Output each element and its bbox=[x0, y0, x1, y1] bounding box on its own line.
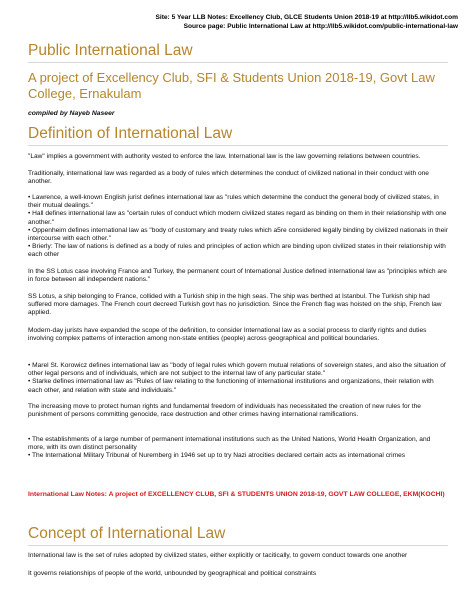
list-item: • Hall defines international law as "certain rules of conduct which modern civilized states regard as binding on them in their relationship with one another." bbox=[28, 210, 447, 226]
lotus-case-paragraph: SS Lotus, a ship belonging to France, collided with a Turkish ship in the high seas. The ship was berthed at Istanbul. The Turkish ship had suffered more damages. The French court decreed Turkish govt has no jurisdiction. Since the French flag was hoisted on the ship, French law applied. bbox=[28, 293, 442, 317]
concept-paragraph-2: It governs relationships of people of the world, unbounded by geographical and political constraints bbox=[28, 570, 317, 577]
compiled-by: compiled by Nayeb Naseer bbox=[28, 110, 115, 117]
list-item: • Lawrence, a well-known English jurist defines international law as "rules which determine the conduct the general body of civilized states, in their mutual dealings." bbox=[28, 194, 439, 210]
section-divider bbox=[28, 545, 448, 546]
definition-paragraph-2: Traditionally, international law was regarded as a body of rules which determines the conduct of civilized national in their conduct with one another. bbox=[28, 170, 429, 186]
human-rights-paragraph: The increasing move to protect human rights and fundamental freedom of individuals has necessitated the creation of new rules for the punishment of persons committing genocide, race destruction and other crimes having international ramifications. bbox=[28, 403, 421, 419]
list-item: • Starke defines international law as "Rules of law relating to the functioning of international institutions and organizations, their relation with each other, and relation with state and individuals." bbox=[28, 378, 434, 394]
list-item: • The establishments of a large number of permanent international institutions such as the United Nations, World Health Organization, and more, with its own distinct personality bbox=[28, 436, 431, 452]
list-item: • The International Military Tribunal of Nuremberg in 1946 set up to try Nazi atrocities declared certain acts as international crimes bbox=[28, 452, 406, 460]
source-line: Source page: Public International Law at http://llb5.wikidot.com/public-international-law bbox=[183, 22, 458, 30]
notes-link[interactable]: International Law Notes: A project of EXCELLENCY CLUB, SFI & STUDENTS UNION 2018-19, GOVT LAW COLLEGE, EKM(KOCHI) bbox=[28, 491, 445, 498]
concept-paragraph-1: International law is the set of rules adopted by civilized states, either explicitly or tacitically, to govern conduct towards one another bbox=[28, 552, 408, 559]
section-heading-concept: Concept of International Law bbox=[28, 525, 226, 542]
definition-paragraph-1: "Law" implies a government with authority vested to enforce the law. International law is the law governing relations between countries. bbox=[28, 153, 421, 160]
project-subtitle: A project of Excellency Club, SFI & Students Union 2018-19, Govt Law College, Ernakulam bbox=[28, 70, 435, 101]
definitions-list-1 bbox=[28, 194, 448, 260]
list-item: • Marel St. Korowicz defines international law as "body of legal rules which govern mutual relations of sovereign states, and also the situation of other legal persons and of individuals, which are not subject to the internal law of any particular state." bbox=[28, 362, 446, 378]
section-heading-definition: Definition of International Law bbox=[28, 125, 233, 142]
list-item: • Oppenheim defines international law as "body of customary and treaty rules which a5re considered legally binding by civilized nationals in their intercourse with each other." bbox=[28, 226, 448, 243]
list-item: • Brierly: The law of nations is defined as a body of rules and principles of action which are binding upon civilized states in their relationship with each other bbox=[28, 243, 446, 259]
title-divider bbox=[28, 62, 448, 63]
definitions-list-2 bbox=[28, 362, 448, 395]
section-divider bbox=[28, 145, 448, 146]
lotus-paragraph: In the SS Lotus case involving France and Turkey, the permanent court of International Justice defined international law as "principles which are in force between all independent nations." bbox=[28, 268, 447, 284]
modern-jurists-paragraph: Modern-day jurists have expanded the scope of the definition, to consider International law as a social process to clarify rights and duties involving complex patterns of interaction among non-state entities (people) across geographical and political boundaries. bbox=[28, 327, 427, 343]
institutions-list bbox=[28, 436, 448, 461]
page-header bbox=[155, 14, 458, 31]
page-title: Public International Law bbox=[28, 42, 193, 59]
site-line: Site: 5 Year LLB Notes: Excellency Club, GLCE Students Union 2018-19 at http://llb5.wikidot.com bbox=[155, 14, 458, 21]
